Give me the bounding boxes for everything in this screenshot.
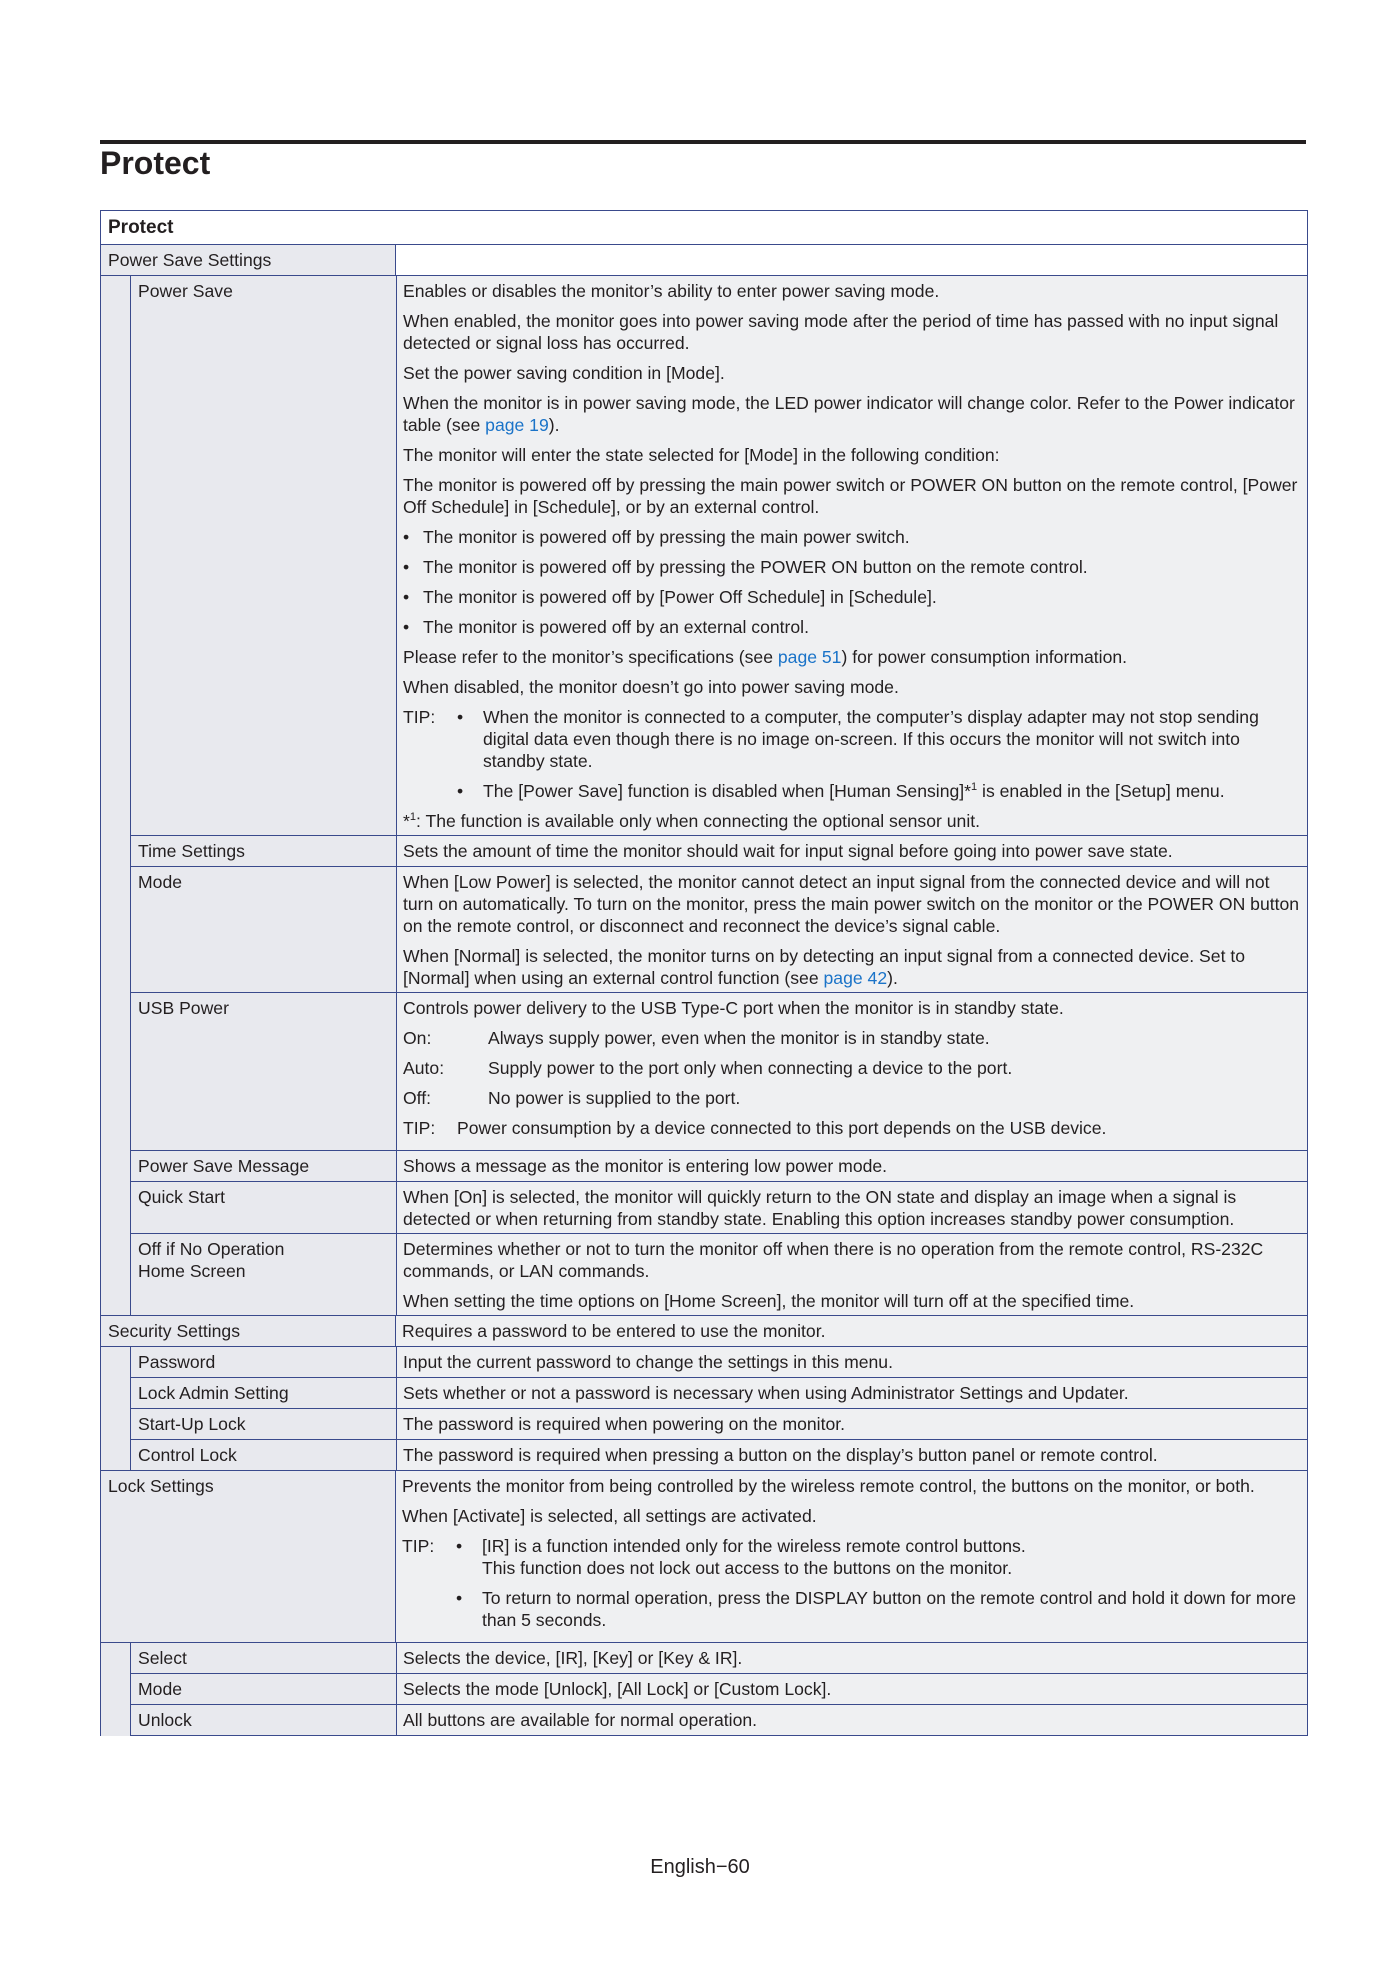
lock-settings-row (101, 1471, 1307, 1643)
table-row-power-save (131, 276, 1307, 836)
table-row-usb-power (131, 993, 1307, 1151)
row-desc: Shows a message as the monitor is entering low power mode. (396, 1151, 1307, 1181)
lock-settings-label: Lock Settings (108, 1476, 214, 1496)
page-19-link[interactable]: page 19 (485, 415, 549, 435)
table-row-lock-admin-setting (131, 1378, 1307, 1409)
table-caption: Protect (101, 211, 1307, 245)
row-label: Off if No Operation Home Screen (131, 1234, 396, 1315)
option-on: On: Always supply power, even when the monitor is in standby state. (403, 1028, 990, 1048)
table-row-time-settings (131, 836, 1307, 867)
row-desc (396, 276, 1307, 835)
table-row-select (131, 1643, 1307, 1674)
row-desc: The password is required when powering on the monitor. (396, 1409, 1307, 1439)
tip: TIP: • When the monitor is connected to a computer, the computer’s display adapter may not stop sending digital data even though there is no image on-screen. If this occurs the monitor will not switch into standby state. (403, 707, 1259, 771)
security-settings-desc: Requires a password to be entered to use the monitor. (395, 1316, 1307, 1346)
title-rule (100, 140, 1306, 144)
option-auto: Auto: Supply power to the port only when connecting a device to the port. (403, 1058, 1013, 1078)
security-settings-row (101, 1316, 1307, 1347)
desc-paragraph: The monitor will enter the state selected for [Mode] in the following condition: (403, 445, 1000, 465)
group-indent (101, 276, 131, 1316)
tip: • The [Power Save] function is disabled when [Human Sensing]*$^1$ is enabled in the [Setup] menu. (457, 781, 1225, 801)
table-row-unlock (131, 1705, 1307, 1736)
lock-settings-group (101, 1643, 1307, 1736)
row-desc (396, 867, 1307, 992)
desc-paragraph: When setting the time options on [Home Screen], the monitor will turn off at the specified time. (403, 1291, 1135, 1311)
power-save-settings-group (101, 276, 1307, 1316)
table-row-mode (131, 867, 1307, 993)
power-save-settings-desc (395, 245, 1307, 275)
tip: TIP: Power consumption by a device connected to this port depends on the USB device. (403, 1118, 1107, 1138)
row-desc: All buttons are available for normal operation. (396, 1705, 1307, 1735)
table-row-start-up-lock (131, 1409, 1307, 1440)
row-desc: Sets whether or not a password is necessary when using Administrator Settings and Updater. (396, 1378, 1307, 1408)
desc-paragraph: Enables or disables the monitor’s ability to enter power saving mode. (403, 281, 940, 301)
row-label: Start-Up Lock (131, 1409, 396, 1439)
desc-paragraph: Set the power saving condition in [Mode]. (403, 363, 725, 383)
list-item: • The monitor is powered off by [Power Off Schedule] in [Schedule]. (403, 587, 937, 607)
row-desc: Input the current password to change the settings in this menu. (396, 1347, 1307, 1377)
desc-paragraph: Please refer to the monitor’s specifications (see page 51) for power consumption information. (403, 647, 1128, 667)
table-row-password (131, 1347, 1307, 1378)
row-label: Unlock (131, 1705, 396, 1735)
group-indent (101, 1347, 131, 1471)
row-label: Quick Start (131, 1182, 396, 1233)
table-row-off-if-no-operation (131, 1234, 1307, 1316)
table-row-power-save-message (131, 1151, 1307, 1182)
page-42-link[interactable]: page 42 (823, 968, 888, 988)
row-label: Mode (131, 867, 396, 992)
lock-settings-desc (395, 1471, 1307, 1642)
row-desc: Selects the device, [IR], [Key] or [Key & IR]. (396, 1643, 1307, 1673)
desc-paragraph: Determines whether or not to turn the monitor off when there is no operation from the remote control, RS-232C commands, or LAN commands. (403, 1239, 1264, 1281)
row-desc (396, 1234, 1307, 1315)
row-desc (396, 993, 1307, 1150)
desc-paragraph: When enabled, the monitor goes into power saving mode after the period of time has passed with no input signal detected or signal loss has occurred. (403, 311, 1279, 353)
list-item: • The monitor is powered off by pressing the main power switch. (403, 527, 910, 547)
option-off: Off: No power is supplied to the port. (403, 1088, 741, 1108)
desc-paragraph: Prevents the monitor from being controlled by the wireless remote control, the buttons on the monitor, or both. (402, 1476, 1255, 1496)
power-save-settings-label: Power Save Settings (108, 250, 272, 270)
row-desc: The password is required when pressing a button on the display’s button panel or remote control. (396, 1440, 1307, 1470)
row-label: Select (131, 1643, 396, 1673)
row-label: USB Power (131, 993, 396, 1150)
list-item: • The monitor is powered off by an external control. (403, 617, 809, 637)
row-desc: Selects the mode [Unlock], [All Lock] or [Custom Lock]. (396, 1674, 1307, 1704)
group-indent (101, 1643, 131, 1736)
row-label: Lock Admin Setting (131, 1378, 396, 1408)
power-save-settings-row (101, 245, 1307, 276)
security-settings-label: Security Settings (108, 1321, 241, 1341)
page-number: English−60 (650, 1856, 750, 1878)
protect-table (100, 210, 1308, 1736)
page-51-link[interactable]: page 51 (777, 647, 842, 667)
row-label: Mode (131, 1674, 396, 1704)
desc-paragraph: When [Low Power] is selected, the monitor cannot detect an input signal from the connected device and will not turn on automatically. To turn on the monitor, press the main power switch on the monitor or the POWER ON button on the remote control, or disconnect and reconnect the device’s signal cable. (403, 872, 1300, 936)
table-row-control-lock (131, 1440, 1307, 1471)
page-title: Protect (100, 145, 211, 181)
desc-paragraph: When [Normal] is selected, the monitor turns on by detecting an input signal from a connected device. Set to [Normal] when using an external control function (see page 42). (403, 946, 1246, 988)
row-label: Password (131, 1347, 396, 1377)
row-desc: When [On] is selected, the monitor will quickly return to the ON state and display an image when a signal is detected or when returning from standby state. Enabling this option increases standby power consumption. (396, 1182, 1307, 1233)
table-row-quick-start (131, 1182, 1307, 1234)
tip: TIP: • [IR] is a function intended only for the wireless remote control buttons. This function does not lock out access to the buttons on the monitor. (402, 1536, 1026, 1578)
row-label: Power Save Message (131, 1151, 396, 1181)
desc-paragraph: Controls power delivery to the USB Type-C port when the monitor is in standby state. (403, 998, 1064, 1018)
security-settings-group (101, 1347, 1307, 1471)
row-label: Time Settings (131, 836, 396, 866)
footnote: *$^1$: The function is available only when connecting the optional sensor unit. (403, 811, 980, 831)
table-row-mode (131, 1674, 1307, 1705)
tip: • To return to normal operation, press the DISPLAY button on the remote control and hold it down for more than 5 seconds. (456, 1588, 1297, 1630)
desc-paragraph: The monitor is powered off by pressing the main power switch or POWER ON button on the remote control, [Power Off Schedule] in [Schedule], or by an external control. (403, 475, 1298, 517)
list-item: • The monitor is powered off by pressing the POWER ON button on the remote control. (403, 557, 1088, 577)
desc-paragraph: When the monitor is in power saving mode, the LED power indicator will change color. Refer to the Power indicator table (see page 19). (403, 393, 1295, 435)
row-label: Control Lock (131, 1440, 396, 1470)
row-label: Power Save (131, 276, 396, 835)
desc-paragraph: When disabled, the monitor doesn’t go into power saving mode. (403, 677, 899, 697)
desc-paragraph: When [Activate] is selected, all settings are activated. (402, 1506, 817, 1526)
row-desc: Sets the amount of time the monitor should wait for input signal before going into power save state. (396, 836, 1307, 866)
